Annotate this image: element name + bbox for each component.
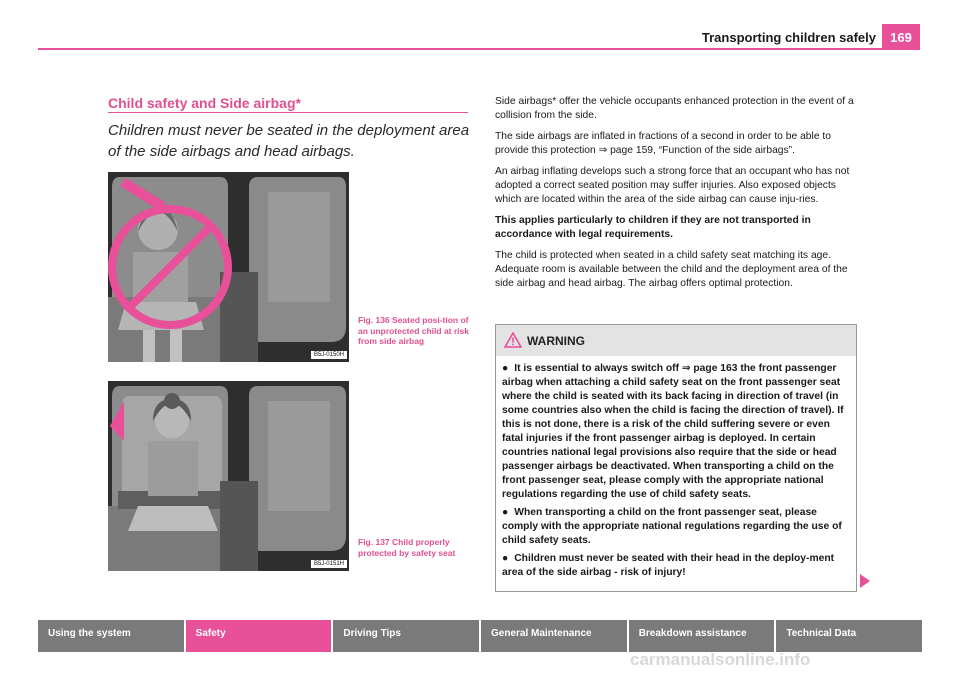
watermark: carmanualsonline.info <box>630 650 811 669</box>
page-header-title: Transporting children safely <box>701 30 876 45</box>
figure-code: B5J-0151H <box>311 560 347 568</box>
figure-code: B5J-0150H <box>311 351 347 359</box>
next-page-arrow-icon[interactable] <box>860 574 870 588</box>
tab-safety[interactable]: Safety <box>186 620 332 652</box>
paragraph: Side airbags* offer the vehicle occupants enhanced protection in the event of a collision from the side. <box>495 96 854 121</box>
bullet: ● <box>502 507 509 518</box>
warning-item <box>502 506 850 548</box>
bullet: ● <box>502 363 509 374</box>
paragraph: The child is protected when seated in a child safety seat matching its age. Adequate room is available between the child and the deployment area of the side airbag and head airbag. The airbag offers optimal protection. <box>495 250 848 289</box>
warning-body <box>496 356 856 580</box>
warning-item <box>502 362 850 502</box>
tab-driving-tips[interactable]: Driving Tips <box>333 620 479 652</box>
paragraph-emphasis: This applies particularly to children if they are not transported in accordance with legal requirements. <box>495 215 811 240</box>
warning-title: WARNING <box>527 334 585 348</box>
footer-nav <box>38 620 922 652</box>
warning-item-text: When transporting a child on the front passenger seat, please comply with the appropriate national regulations regarding the use of child safety seats. <box>502 507 842 546</box>
section-title: Child safety and Side airbag* <box>108 95 301 111</box>
warning-box <box>495 324 857 592</box>
page-number: 169 <box>882 24 920 50</box>
bullet: ● <box>502 553 509 564</box>
warning-item <box>502 552 850 580</box>
figure-136-unprotected-child <box>108 172 349 362</box>
section-divider <box>108 112 468 113</box>
header-divider <box>38 48 920 50</box>
tab-using-the-system[interactable]: Using the system <box>38 620 184 652</box>
figure-137-protected-child <box>108 381 349 571</box>
warning-header <box>496 325 856 356</box>
section-intro: Children must never be seated in the deployment area of the side airbags and head airbags. <box>108 122 470 160</box>
seat-illustration-2 <box>108 381 349 571</box>
figure-137-caption: Fig. 137 Child properly protected by safety seat <box>358 537 456 558</box>
tab-technical-data[interactable]: Technical Data <box>776 620 922 652</box>
paragraph: An airbag inflating develops such a strong force that an occupant who has not adopted a correct seated position may suffer injuries. Also exposed objects which are located within the area of the side airbag can cause inju-ries. <box>495 166 850 205</box>
seat-illustration-1 <box>108 172 349 362</box>
paragraph: The side airbags are inflated in fractions of a second in order to be able to provide this protection ⇒ page 159, “Function of the side airbags”. <box>495 131 831 156</box>
warning-item-text: Children must never be seated with their head in the deploy-ment area of the side airbag - risk of injury! <box>502 553 835 578</box>
tab-breakdown-assistance[interactable]: Breakdown assistance <box>629 620 775 652</box>
figure-136-caption: Fig. 136 Seated posi-tion of an unprotected child at risk from side airbag <box>358 315 469 346</box>
warning-item-text: It is essential to always switch off ⇒ page 163 the front passenger airbag when attaching a child safety seat on the front passenger seat where the child is seated with its back facing in direction of travel (in some countries also when the child is facing the direction of travel). If this is not done, there is a risk of the child suffering severe or even fatal injuries if the front passenger airbag is deployed. In certain countries national legal provisions also require that the side or head passenger airbags be deactivated. When transporting a child on the front passenger seat, please comply with the appropriate national regulations regarding the use of child safety seats. <box>502 363 844 500</box>
warning-triangle-icon <box>504 332 522 348</box>
tab-general-maintenance[interactable]: General Maintenance <box>481 620 627 652</box>
body-text <box>495 95 857 298</box>
